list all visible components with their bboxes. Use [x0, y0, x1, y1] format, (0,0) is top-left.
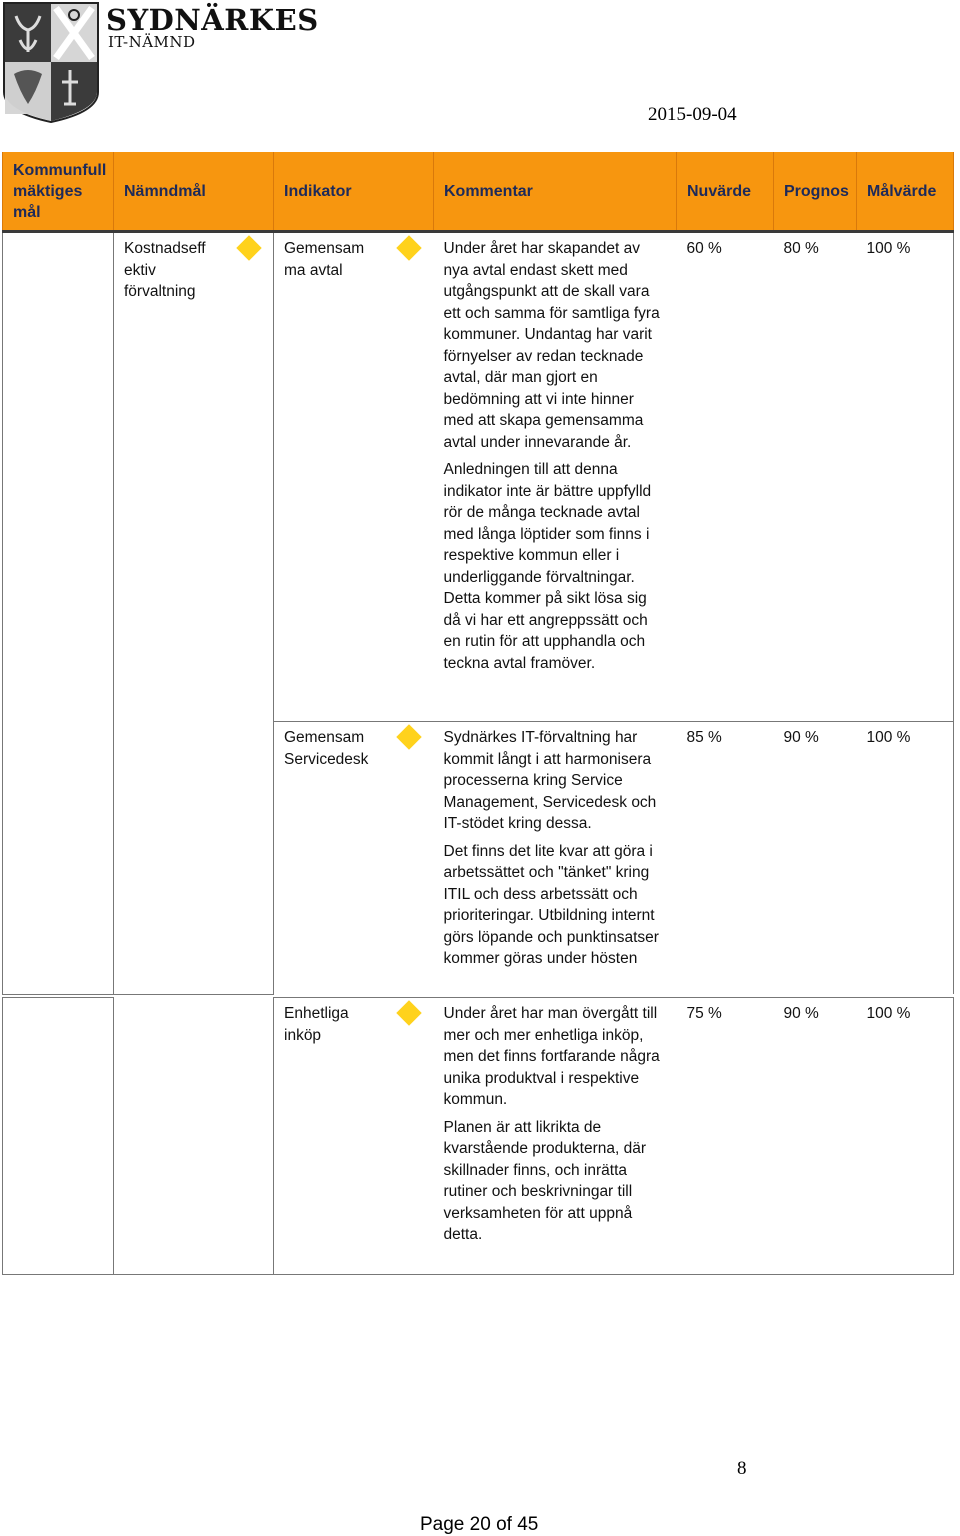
- comment-paragraph: Sydnärkes IT-förvaltning har kommit långt i att harmonisera processerna kring Service Management, Servicedesk och IT-stödet kring dessa.: [443, 729, 657, 832]
- table-header-row: [3, 152, 954, 232]
- prognos-cell: 90 %: [783, 729, 819, 746]
- comment-paragraph: Under året har man övergått till mer och mer enhetliga inköp, men det finns fortfarande några unika produktval i respektive kommun.: [443, 1005, 660, 1108]
- page-footer-label: Page 20 of 45: [420, 1514, 539, 1535]
- indikator-cell: [274, 998, 434, 1275]
- status-diamond-icon: [396, 724, 421, 749]
- comment-paragraph: Anledningen till att denna indikator inte är bättre uppfylld rör de många tecknade avtal med långa löptider som finns i respektive kommun eller i underliggande förvaltningar. Detta kommer på sikt lösa sig då vi har ett angreppssätt och en rutin för att upphandla och teckna avtal framöver.: [443, 461, 652, 672]
- brand-name: SYDNÄRKES: [106, 3, 319, 37]
- status-diamond-icon: [396, 1000, 421, 1025]
- indikator-cell: [274, 722, 434, 995]
- goals-table-continued: [2, 997, 954, 1275]
- nuvarde-cell: 85 %: [686, 729, 722, 746]
- comment-cell: [434, 998, 677, 1275]
- namndmal-cell: [114, 998, 274, 1275]
- indikator-text: Gemensam Servicedesk: [284, 729, 369, 768]
- municipality-logo: [0, 0, 319, 125]
- nuvarde-cell: 60 %: [686, 240, 722, 257]
- column-header-indikator: Indikator: [274, 152, 434, 232]
- column-header-kommentar: Kommentar: [434, 152, 677, 232]
- column-header-kf-mal: Kommunfull mäktiges mål: [3, 152, 114, 232]
- comment-cell: [434, 232, 677, 722]
- indikator-cell: [274, 232, 434, 722]
- status-diamond-icon: [396, 235, 421, 260]
- page-number: 8: [737, 1458, 747, 1479]
- prognos-cell: 90 %: [774, 998, 857, 1275]
- namndmal-cell: [114, 232, 274, 995]
- malvarde-cell: 100 %: [857, 998, 954, 1275]
- kf-mal-cell: [3, 998, 114, 1275]
- malvarde-cell: 100 %: [857, 722, 954, 995]
- comment-paragraph: Under året har skapandet av nya avtal endast skett med utgångspunkt att de skall vara ett och samma för samtliga fyra kommuner. Undantag har varit förnyelser av redan tecknade avtal, där man gjort en bedömning att vi inte hinner med att skapa gemensamma avtal under innevarande år.: [443, 240, 660, 451]
- prognos-cell: 80 %: [783, 240, 819, 257]
- goals-table: [2, 152, 954, 995]
- nuvarde-cell: 75 %: [677, 998, 774, 1275]
- column-header-prognos: Prognos: [774, 152, 857, 232]
- table-row: [3, 232, 954, 722]
- comment-paragraph: Det finns det lite kvar att göra i arbetssättet och "tänket" kring ITIL och dess arbetssätt och prioriteringar. Utbildning internt görs löpande och punktinsatser kommer göras under hösten: [443, 842, 659, 967]
- coat-of-arms-icon: [0, 0, 102, 124]
- comment-paragraph: Planen är att likrikta de kvarstående produkterna, där skillnader finns, och inrätta rutiner och beskrivningar till verksamheten för att uppnå detta.: [443, 1118, 646, 1243]
- column-header-namndmal: Nämndmål: [114, 152, 274, 232]
- namndmal-text: Kostnadseff ektiv förvaltning: [124, 240, 206, 300]
- brand-subtitle: IT-NÄMND: [108, 33, 196, 51]
- status-diamond-icon: [236, 235, 261, 260]
- column-header-nuvarde: Nuvärde: [677, 152, 774, 232]
- malvarde-cell: 100 %: [857, 232, 954, 722]
- indikator-text: Gemensam ma avtal: [284, 240, 365, 279]
- comment-cell: [434, 722, 677, 995]
- indikator-text: Enhetliga inköp: [284, 1005, 349, 1044]
- table-row: [3, 998, 954, 1275]
- column-header-malvarde: Målvärde: [857, 152, 954, 232]
- document-date: 2015-09-04: [648, 104, 737, 125]
- kf-mal-cell: [3, 232, 114, 995]
